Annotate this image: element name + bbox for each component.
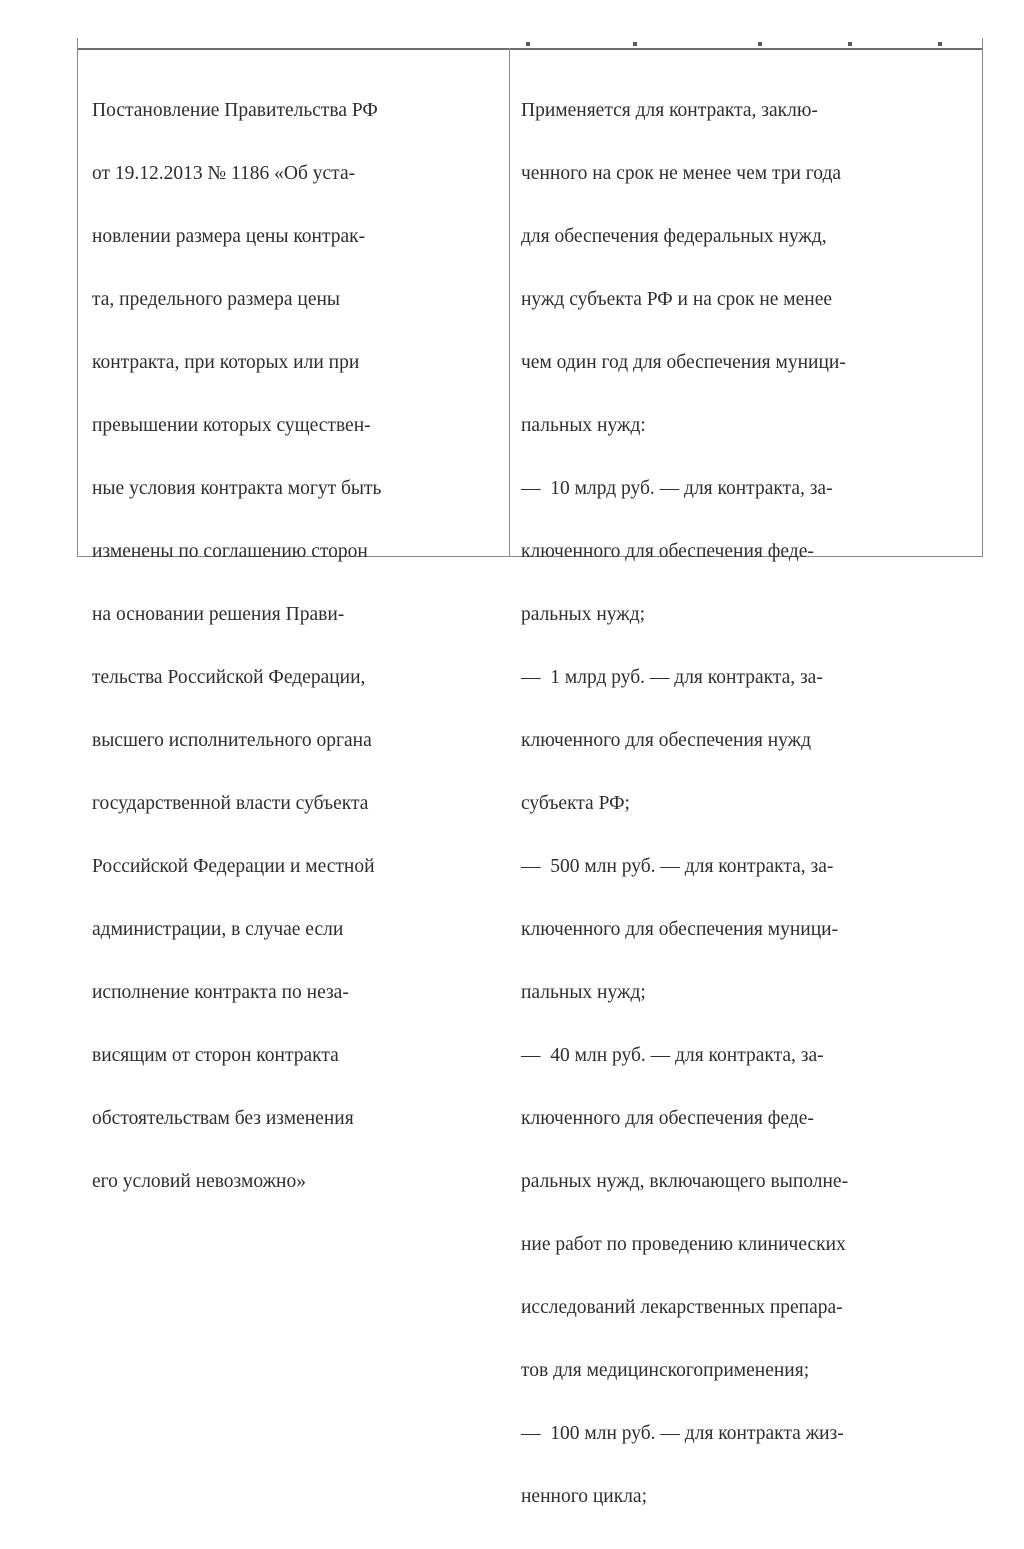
text-line: нужд субъекта РФ и на срок не менее — [521, 289, 833, 310]
text-line: исполнение контракта по неза- — [92, 982, 349, 1003]
text-line: ральных нужд, включающего выполне- — [521, 1171, 849, 1192]
column-divider — [509, 48, 510, 556]
text-line: государственной власти субъекта — [92, 793, 369, 814]
text-line: для обеспечения федеральных нужд, — [521, 226, 827, 247]
text-line: — 10 млрд руб. — для контракта, за- — [521, 478, 833, 499]
text-line: исследований лекарственных препара- — [521, 1297, 843, 1318]
text-line: Применяется для контракта, заклю- — [521, 100, 818, 121]
text-line: администрации, в случае если — [92, 919, 344, 940]
text-line: тельства Российской Федерации, — [92, 667, 366, 688]
text-line: от 19.12.2013 № 1186 «Об уста- — [92, 163, 356, 184]
text-line: его условий невозможно» — [92, 1171, 306, 1192]
text-line: ченного на срок не менее чем три года — [521, 163, 842, 184]
text-line: — 100 млн руб. — для контракта жиз- — [521, 1423, 844, 1444]
text-line: та, предельного размера цены — [92, 289, 341, 310]
left-cell-regulation-title — [92, 58, 381, 1234]
text-line: — 40 млн руб. — для контракта, за- — [521, 1045, 824, 1066]
text-line: на основании решения Прави- — [92, 604, 345, 625]
text-line: тов для медицинскогоприменения; — [521, 1360, 810, 1381]
text-line: висящим от сторон контракта — [92, 1045, 339, 1066]
right-cell-application-conditions — [521, 58, 848, 1549]
text-line: ключенного для обеспечения нужд — [521, 730, 812, 751]
text-line: новлении размера цены контрак- — [92, 226, 366, 247]
text-line: — 500 млн руб. — для контракта, за- — [521, 856, 834, 877]
text-line: ключенного для обеспечения феде- — [521, 541, 814, 562]
text-line: обстоятельствам без изменения — [92, 1108, 354, 1129]
text-line: ные условия контракта могут быть — [92, 478, 382, 499]
text-line: чем один год для обеспечения муници- — [521, 352, 846, 373]
text-line: пальных нужд; — [521, 982, 646, 1003]
regulation-table — [77, 38, 983, 1507]
text-line: Российской Федерации и местной — [92, 856, 375, 877]
text-line: Постановление Правительства РФ — [92, 100, 378, 121]
text-line: ральных нужд; — [521, 604, 646, 625]
text-line: высшего исполнительного органа — [92, 730, 372, 751]
text-line: ние работ по проведению клинических — [521, 1234, 846, 1255]
text-line: субъекта РФ; — [521, 793, 630, 814]
text-line: превышении которых существен- — [92, 415, 371, 436]
cut-off-previous-row — [518, 38, 978, 47]
text-line: ключенного для обеспечения феде- — [521, 1108, 814, 1129]
text-line: — 1 млрд руб. — для контракта, за- — [521, 667, 823, 688]
text-line: контракта, при которых или при — [92, 352, 360, 373]
text-line: пальных нужд: — [521, 415, 646, 436]
table-top-border — [78, 48, 982, 50]
text-line: изменены по соглашению сторон — [92, 541, 368, 562]
text-line: ключенного для обеспечения муници- — [521, 919, 839, 940]
text-line: ненного цикла; — [521, 1486, 647, 1507]
